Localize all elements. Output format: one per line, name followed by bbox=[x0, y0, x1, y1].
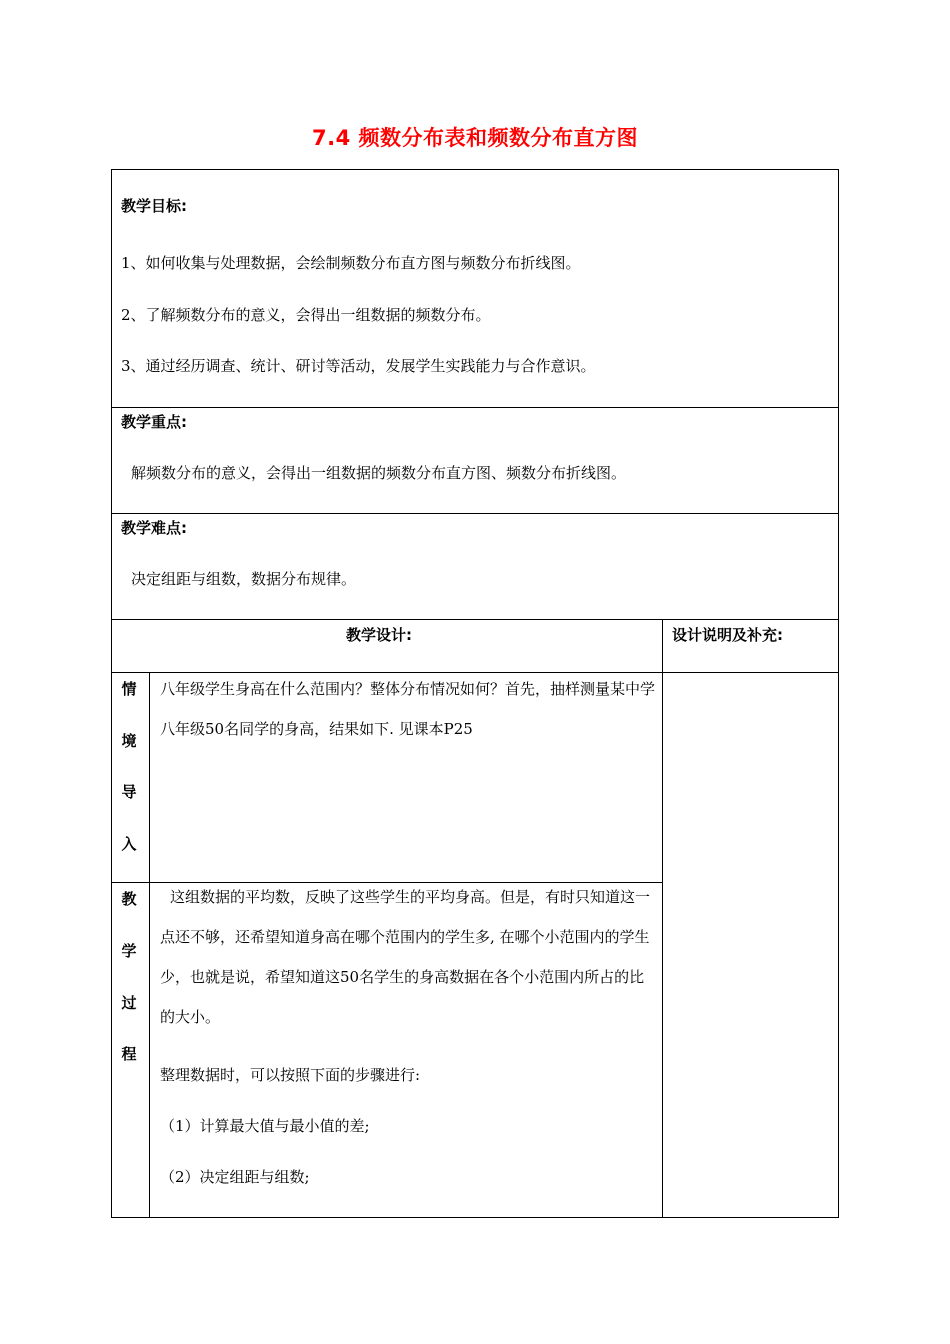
process-label-char: 过 bbox=[121, 994, 137, 1012]
page-title: 7.4 频数分布表和频数分布直方图 bbox=[311, 126, 638, 150]
column-divider bbox=[662, 619, 663, 1218]
key-points-heading: 教学重点: bbox=[121, 413, 187, 431]
row-divider bbox=[111, 619, 839, 620]
intro-label-char: 境 bbox=[121, 732, 137, 750]
key-points-text: 解频数分布的意义，会得出一组数据的频数分布直方图、频数分布折线图。 bbox=[131, 464, 627, 482]
process-step: （2）决定组距与组数; bbox=[160, 1168, 310, 1186]
intro-label-char: 导 bbox=[121, 783, 137, 801]
objective-item: 3、通过经历调查、统计、研讨等活动，发展学生实践能力与合作意识。 bbox=[121, 357, 596, 375]
table-border-top bbox=[111, 169, 839, 170]
difficulties-heading: 教学难点: bbox=[121, 519, 187, 537]
process-paragraph: 这组数据的平均数，反映了这些学生的平均身高。但是，有时只知道这一点还不够，还希望知道身高在哪个范围内的学生多, 在哪个小范围内的学生少，也就是说，希望知道这50名学生的身高数据在各个小范围内所占的比的大小。 bbox=[160, 888, 651, 1026]
intro-text: 八年级学生身高在什么范围内？整体分布情况如何？首先，抽样测量某中学八年级50名同学的身高，结果如下. 见课本P25 bbox=[160, 680, 656, 738]
table-border-right bbox=[838, 169, 839, 1218]
difficulties-text: 决定组距与组数，数据分布规律。 bbox=[131, 570, 357, 588]
design-heading: 教学设计: bbox=[346, 626, 412, 644]
row-divider bbox=[111, 407, 839, 408]
intro-label-char: 情 bbox=[121, 680, 137, 698]
column-divider bbox=[149, 672, 150, 1218]
table-border-bottom bbox=[111, 1217, 839, 1218]
process-label-char: 教 bbox=[121, 890, 137, 908]
row-divider bbox=[111, 513, 839, 514]
process-label-char: 程 bbox=[121, 1045, 137, 1063]
design-notes-heading: 设计说明及补充: bbox=[672, 626, 783, 644]
process-label-char: 学 bbox=[121, 942, 137, 960]
objectives-heading: 教学目标: bbox=[121, 197, 187, 215]
objective-item: 2、了解频数分布的意义，会得出一组数据的频数分布。 bbox=[121, 306, 491, 324]
table-border-left bbox=[111, 169, 112, 1218]
process-step: （1）计算最大值与最小值的差; bbox=[160, 1117, 370, 1135]
intro-label-char: 入 bbox=[121, 835, 137, 853]
objective-item: 1、如何收集与处理数据，会绘制频数分布直方图与频数分布折线图。 bbox=[121, 254, 581, 272]
process-steps-intro: 整理数据时，可以按照下面的步骤进行: bbox=[160, 1066, 421, 1084]
